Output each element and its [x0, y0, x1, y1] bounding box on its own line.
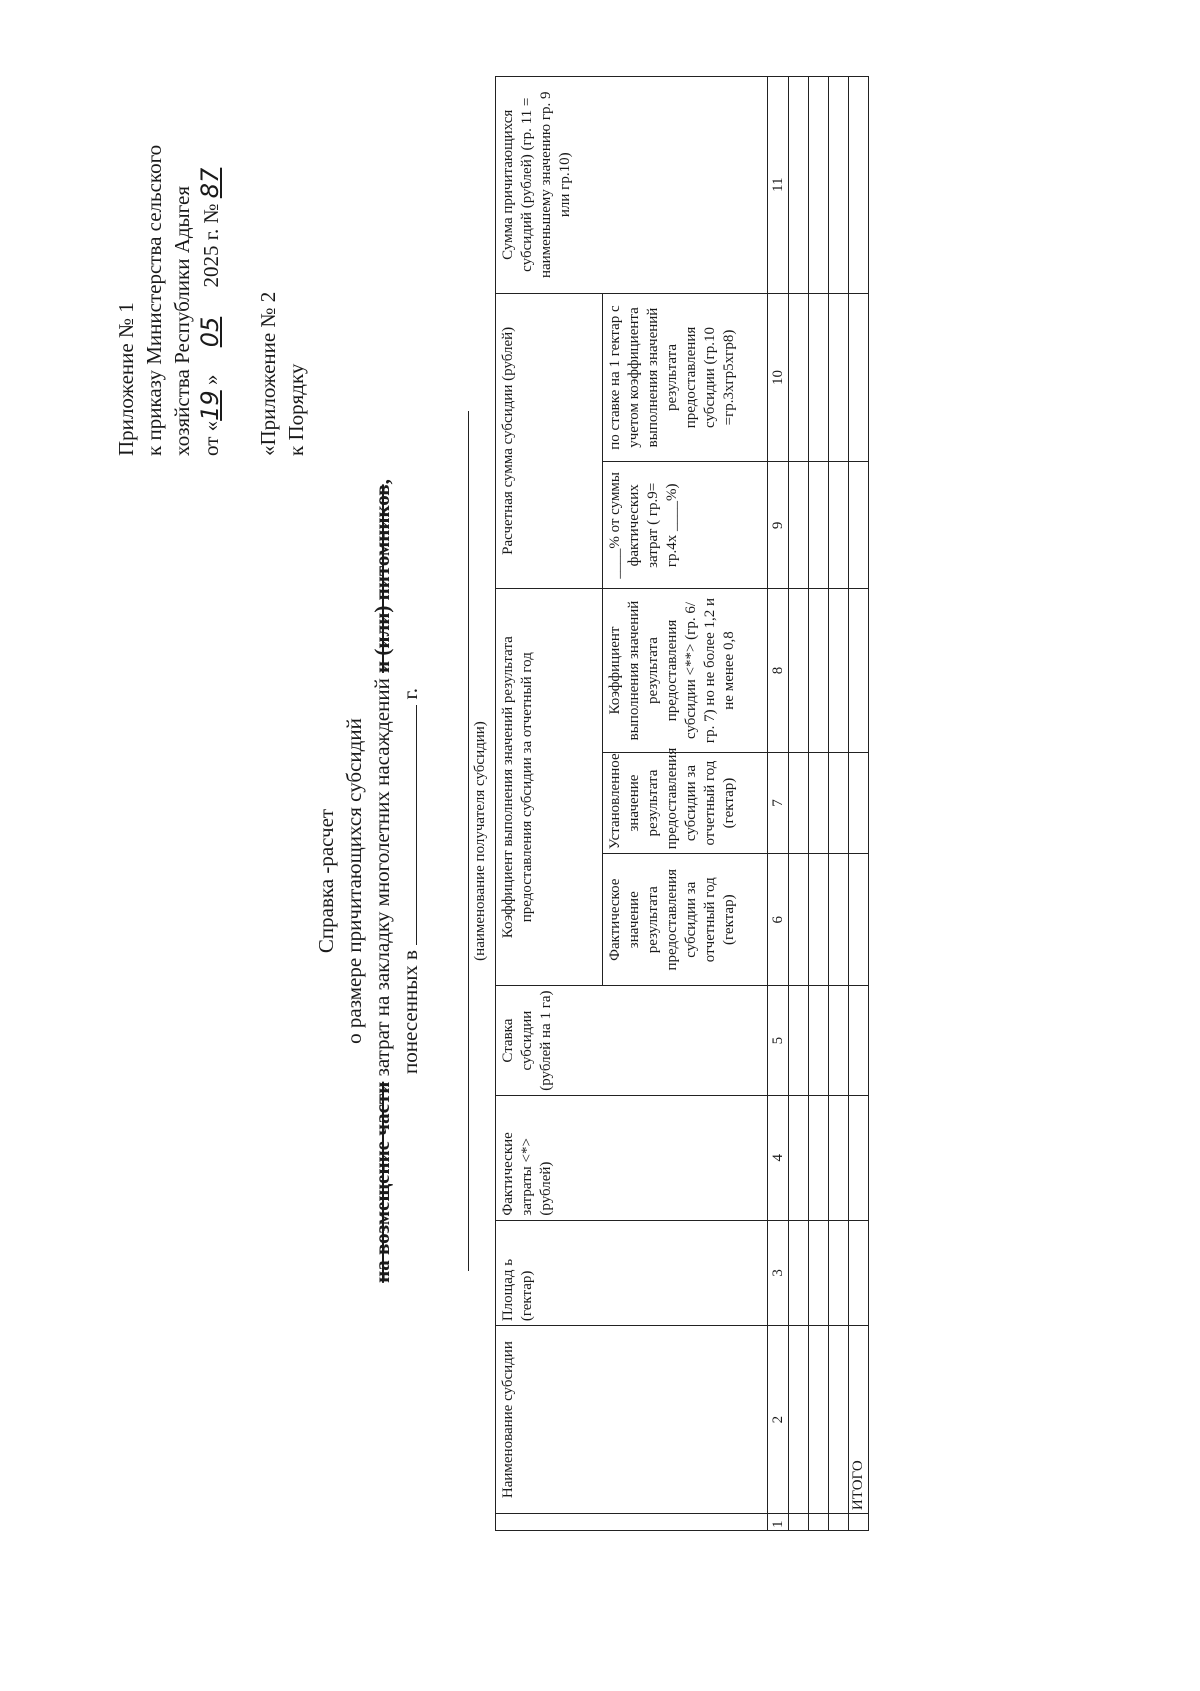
title-line-3 — [368, 321, 396, 1441]
column-number: 9 — [768, 462, 789, 589]
annex-line-1: «Приложение № 2 — [256, 291, 280, 456]
empty-cell — [829, 854, 849, 986]
header-percent-of-costs: ____% от суммы фактических затрат ( гр.9= гр.4х ____%) — [603, 462, 768, 589]
column-number: 3 — [768, 1220, 789, 1326]
table-row — [809, 77, 829, 1531]
empty-cell — [809, 854, 829, 986]
column-number: 1 — [768, 1514, 789, 1531]
header-set-result-value: Установленное значение результата предоставления субсидии за отчетный год (гектар) — [603, 752, 768, 853]
annex-line-2: к Порядку — [284, 363, 308, 456]
incurred-in-label: понесенных в — [398, 950, 422, 1074]
header-actual-result-value: Фактическое значение результата предоставления субсидии за отчетный год (гектар) — [603, 854, 768, 986]
total-row — [849, 77, 869, 1531]
empty-cell — [849, 77, 869, 294]
struck-text-2: и (или) питомников — [370, 484, 394, 673]
empty-cell — [849, 1220, 869, 1326]
header-coefficient-group: Коэффициент выполнения значений результата предоставления субсидии за отчетный год — [496, 589, 603, 986]
empty-cell — [849, 589, 869, 753]
empty-cell — [789, 854, 809, 986]
empty-cell — [849, 462, 869, 589]
empty-cell — [789, 77, 809, 294]
table-row — [829, 77, 849, 1531]
empty-cell — [849, 752, 869, 853]
empty-cell — [829, 293, 849, 462]
handwritten-day: 19 — [196, 390, 224, 421]
column-number: 6 — [768, 854, 789, 986]
header-subsidy-rate: Ставка субсидии (рублей на 1 га) — [496, 986, 768, 1096]
column-number: 7 — [768, 752, 789, 853]
empty-cell — [789, 462, 809, 589]
subsidy-calculation-table — [495, 76, 869, 1531]
empty-cell — [789, 1326, 809, 1514]
empty-cell — [809, 77, 829, 294]
empty-cell — [849, 854, 869, 986]
header-line-3: хозяйства Республики Адыгея — [170, 186, 194, 456]
empty-cell — [829, 986, 849, 1096]
column-number: 5 — [768, 986, 789, 1096]
column-number: 10 — [768, 293, 789, 462]
empty-cell — [829, 752, 849, 853]
empty-cell — [829, 462, 849, 589]
header-actual-costs: Фактические затраты <*> (рублей) — [496, 1096, 768, 1221]
header-area: Площад ь (гектар) — [496, 1220, 768, 1326]
empty-cell — [829, 1096, 849, 1221]
empty-cell — [809, 1096, 829, 1221]
table-header-row-1 — [496, 77, 603, 1531]
document-title — [312, 321, 424, 1441]
handwritten-order-number: 87 — [196, 167, 224, 199]
date-prefix: от « — [199, 420, 223, 456]
header-line-2: к приказу Министерства сельского — [142, 144, 166, 456]
date-separator: » — [199, 374, 223, 386]
recipient-name-line — [468, 411, 469, 1271]
empty-cell — [829, 1326, 849, 1514]
column-number: 8 — [768, 589, 789, 753]
column-number-row — [768, 77, 789, 1531]
year-blank — [398, 705, 417, 945]
empty-cell — [829, 1514, 849, 1531]
year-suffix: г. — [398, 688, 422, 700]
empty-cell — [829, 77, 849, 294]
recipient-caption: (наименование получателя субсидии) — [472, 721, 488, 961]
empty-cell — [809, 462, 829, 589]
empty-cell — [849, 1096, 869, 1221]
empty-cell — [829, 1220, 849, 1326]
header-due-subsidy-sum: Сумма причитающихся субсидий (рублей) (гр. 11 = наименьшему значению гр. 9 или гр.10) — [496, 77, 768, 294]
header-cell-col1 — [496, 1514, 768, 1531]
empty-cell — [789, 589, 809, 753]
table-row — [789, 77, 809, 1531]
title-line-3-middle: затрат на закладку многолетних насаждений — [370, 672, 394, 1082]
title-line-1: Справка -расчет — [314, 808, 338, 954]
header-calculated-sum-group: Расчетная сумма субсидии (рублей) — [496, 293, 603, 589]
empty-cell — [809, 986, 829, 1096]
header-subsidy-name: Наименование субсидии — [496, 1326, 768, 1514]
column-number: 11 — [768, 77, 789, 294]
empty-cell — [789, 1220, 809, 1326]
title-line-3-end: , — [370, 479, 394, 485]
header-rate-per-hectare: по ставке на 1 гектар с учетом коэффициента выполнения значений результата предоставления субсидии (гр.10 =гр.3хгр5хгр8) — [603, 293, 768, 462]
column-number: 4 — [768, 1096, 789, 1221]
empty-cell — [829, 589, 849, 753]
empty-cell — [849, 293, 869, 462]
empty-cell — [849, 1514, 869, 1531]
empty-cell — [789, 1096, 809, 1221]
header-coefficient-formula: Коэффициент выполнения значений результата предоставления субсидии <**> (гр. 6/ гр. 7) но не более 1,2 и не менее 0,8 — [603, 589, 768, 753]
header-line-1: Приложение № 1 — [114, 302, 138, 456]
handwritten-month: 05 — [196, 316, 224, 348]
empty-cell — [809, 1326, 829, 1514]
empty-cell — [789, 986, 809, 1096]
empty-cell — [849, 986, 869, 1096]
empty-cell — [789, 752, 809, 853]
empty-cell — [809, 589, 829, 753]
total-label: ИТОГО — [849, 1326, 869, 1514]
empty-cell — [789, 293, 809, 462]
title-line-4 — [396, 321, 424, 1441]
empty-cell — [809, 1514, 829, 1531]
year-text: 2025 г. № — [199, 203, 223, 288]
empty-cell — [809, 1220, 829, 1326]
empty-cell — [789, 1514, 809, 1531]
header-date-line — [196, 36, 225, 456]
struck-text-1: на возмещение части — [370, 1081, 394, 1283]
column-number: 2 — [768, 1326, 789, 1514]
empty-cell — [809, 293, 829, 462]
empty-cell — [809, 752, 829, 853]
order-header — [112, 36, 225, 456]
annex-reference — [254, 156, 310, 456]
title-line-2: о размере причитающихся субсидий — [342, 718, 366, 1044]
